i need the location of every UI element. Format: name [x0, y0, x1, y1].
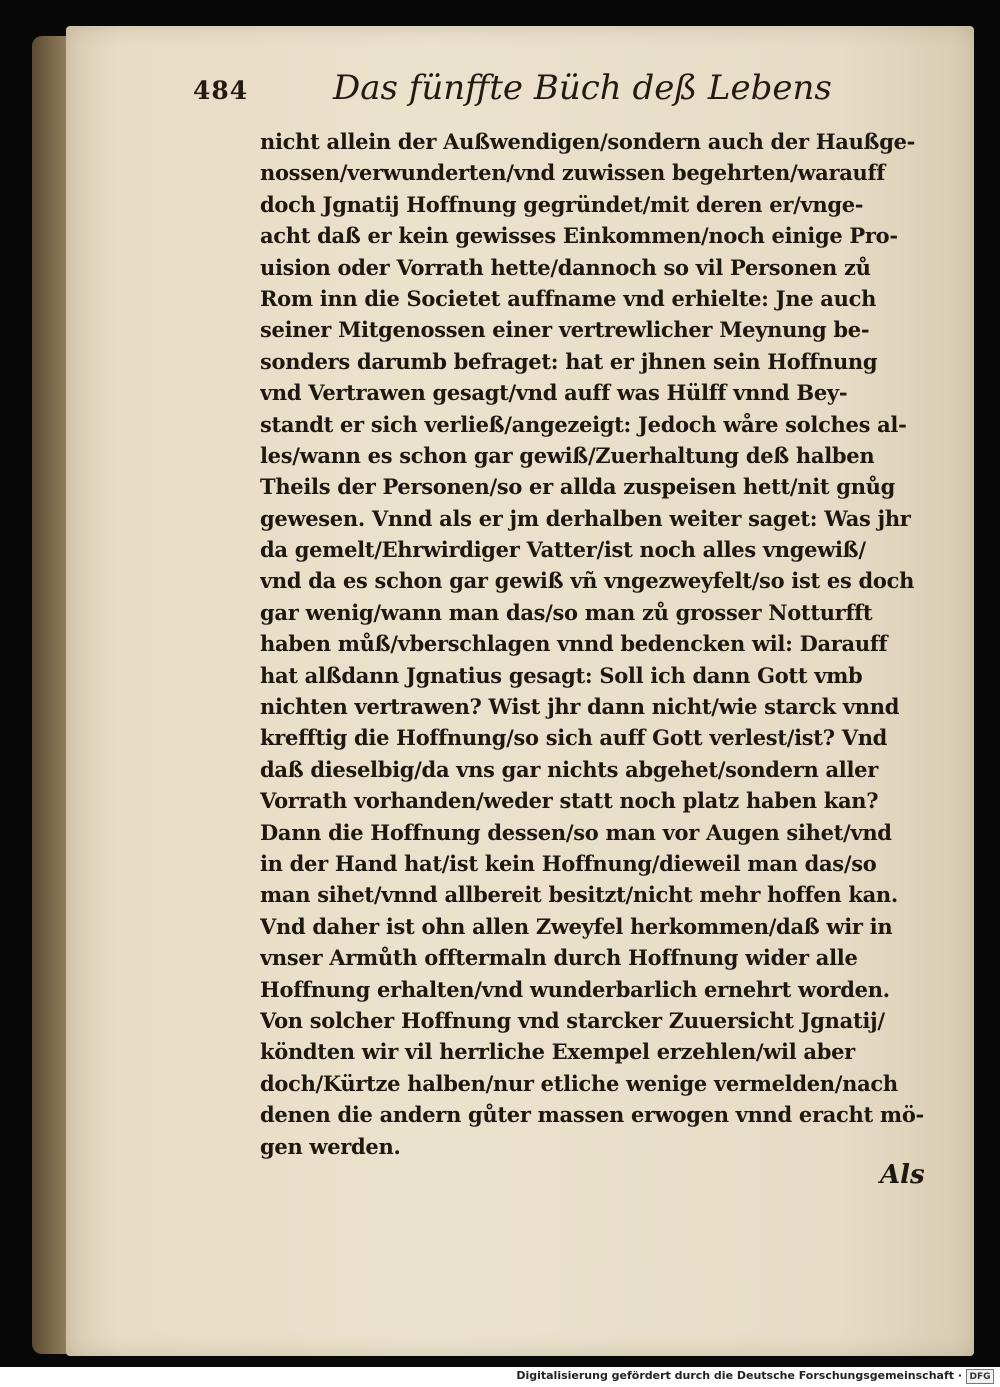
text-line: vnd Vertrawen gesagt/vnd auff was Hülff vnnd Bey-	[260, 380, 848, 406]
running-title: Das fünffte Büch deß Lebens	[333, 68, 832, 108]
text-line: Vnd daher ist ohn allen Zweyfel herkommen/daß wir in	[260, 913, 893, 939]
text-line: hat alßdann Jgnatius gesagt: Soll ich dann Gott vmb	[260, 662, 863, 688]
text-line: standt er sich verließ/angezeigt: Jedoch wåre solches al-	[260, 411, 907, 437]
text-line: Theils der Personen/so er allda zuspeisen hett/nit gnůg	[260, 474, 896, 500]
text-line: doch/Kürtze halben/nur etliche wenige vermelden/nach	[260, 1070, 898, 1096]
text-line: sonders darumb befraget: hat er jhnen sein Hoffnung	[260, 348, 878, 374]
digitization-credit: Digitalisierung gefördert durch die Deutsche Forschungsgemeinschaft ·	[516, 1369, 962, 1382]
page-number: 484	[193, 76, 249, 105]
text-line: nicht allein der Außwendigen/sondern auch der Haußge-	[260, 129, 916, 154]
text-line: man sihet/vnnd allbereit besitzt/nicht mehr hoffen kan.	[260, 882, 898, 908]
text-line: haben můß/vberschlagen vnnd bedencken wil: Darauff	[260, 631, 888, 657]
text-line: da gemelt/Ehrwirdiger Vatter/ist noch alles vngewiß/	[260, 537, 866, 563]
text-line: les/wann es schon gar gewiß/Zuerhaltung deß halben	[260, 442, 875, 468]
text-line: krefftig die Hoffnung/so sich auff Gott verlest/ist? Vnd	[260, 725, 888, 751]
text-line: denen die andern gůter massen erwogen vnnd eracht mö-	[260, 1102, 924, 1128]
text-line: doch Jgnatij Hoffnung gegründet/mit deren er/vnge-	[260, 191, 864, 217]
text-line: vnd da es schon gar gewiß vñ vngezweyfelt/so ist es doch	[260, 568, 915, 594]
text-line: acht daß er kein gewisses Einkommen/noch einige Pro-	[260, 223, 898, 249]
page-header	[193, 64, 832, 116]
text-line: Rom inn die Societet auffname vnd erhielte: Jne auch	[260, 285, 877, 311]
text-line: uision oder Vorrath hette/dannoch so vil Personen zů	[260, 254, 871, 280]
text-line: Hoffnung erhalten/vnd wunderbarlich ernehrt worden.	[260, 976, 890, 1002]
body-text	[260, 126, 940, 1162]
text-line: gewesen. Vnnd als er jm derhalben weiter saget: Was jhr	[260, 505, 911, 531]
footer-bar	[0, 1367, 1000, 1387]
text-line: daß dieselbig/da vns gar nichts abgehet/sondern aller	[260, 756, 878, 782]
text-line: nichten vertrawen? Wist jhr dann nicht/wie starck vnnd	[260, 694, 900, 720]
text-line: gar wenig/wann man das/so man zů grosser Notturfft	[260, 599, 873, 625]
text-line: Dann die Hoffnung dessen/so man vor Augen sihet/vnd	[260, 819, 892, 845]
text-line: Vorrath vorhanden/weder statt noch platz haben kan?	[260, 788, 879, 814]
text-line: seiner Mitgenossen einer vertrewlicher Meynung be-	[260, 317, 870, 343]
text-line: nossen/verwunderten/vnd zuwissen begehrten/warauff	[260, 160, 885, 186]
text-line: in der Hand hat/ist kein Hoffnung/dieweil man das/so	[260, 850, 877, 876]
text-line: gen werden.	[260, 1133, 401, 1159]
catchword: Als	[880, 1160, 925, 1190]
dfg-logo: DFG	[966, 1369, 994, 1384]
text-line: köndten wir vil herrliche Exempel erzehlen/wil aber	[260, 1039, 855, 1065]
text-line: Von solcher Hoffnung vnd starcker Zuuersicht Jgnatij/	[260, 1007, 885, 1033]
text-line: vnser Armůth offtermaln durch Hoffnung wider alle	[260, 945, 858, 971]
